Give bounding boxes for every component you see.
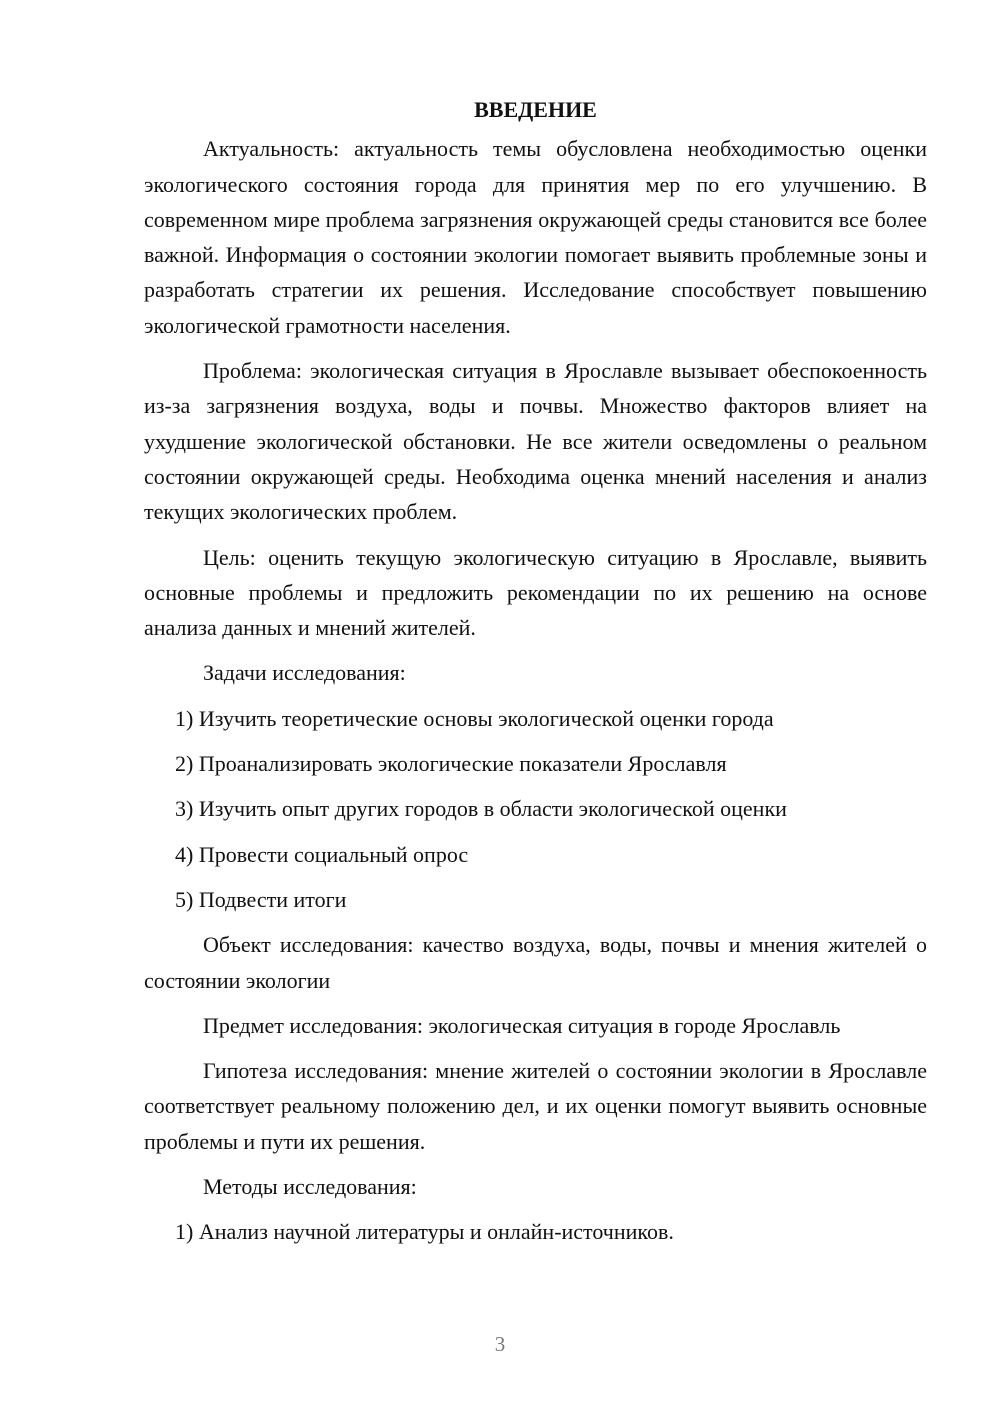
- section-title: ВВЕДЕНИЕ: [474, 97, 597, 122]
- method-item: 1) Анализ научной литературы и онлайн-источников.: [175, 1219, 674, 1245]
- subject-paragraph: Предмет исследования: экологическая ситуация в городе Ярославль: [203, 1012, 841, 1038]
- methods-list: [144, 1214, 927, 1249]
- task-item: 3) Изучить опыт других городов в области экологической оценки: [175, 796, 787, 822]
- tasks-heading: Задачи исследования:: [203, 660, 406, 686]
- problem-paragraph: Проблема: экологическая ситуация в Ярославле вызывает обеспокоенность из-за загрязнения воздуха, воды и почвы. Множество факторов влияет на ухудшение экологической обстановки. Не все жители осведомлены о реальном состоянии окружающей среды. Необходима оценка мнений населения и анализ текущих экологических проблем.: [144, 358, 927, 525]
- task-item: 4) Провести социальный опрос: [175, 841, 469, 867]
- methods-heading: Методы исследования:: [203, 1174, 417, 1200]
- task-item: 1) Изучить теоретические основы экологической оценки города: [175, 705, 774, 731]
- hypothesis-paragraph: Гипотеза исследования: мнение жителей о состоянии экологии в Ярославле соответствует реальному положению дел, и их оценки помогут выявить основные проблемы и пути их решения.: [144, 1058, 927, 1154]
- task-item: 2) Проанализировать экологические показатели Ярославля: [175, 751, 727, 777]
- goal-paragraph: Цель: оценить текущую экологическую ситуацию в Ярославле, выявить основные проблемы и предложить рекомендации по их решению на основе анализа данных и мнений жителей.: [144, 544, 927, 641]
- object-paragraph: Объект исследования: качество воздуха, воды, почвы и мнения жителей о состоянии экологии: [144, 932, 927, 993]
- task-item: 5) Подвести итоги: [175, 886, 347, 912]
- relevance-paragraph: Актуальность: актуальность темы обусловлена необходимостью оценки экологического состояния города для принятия мер по его улучшению. В современном мире проблема загрязнения окружающей среды становится все более важной. Информация о состоянии экологии помогает выявить проблемные зоны и разработать стратегии их решения. Исследование способствует повышению экологической грамотности населения.: [144, 136, 927, 338]
- document-body: [144, 92, 927, 1260]
- page-number: 3: [494, 1332, 506, 1356]
- tasks-list: [144, 701, 927, 917]
